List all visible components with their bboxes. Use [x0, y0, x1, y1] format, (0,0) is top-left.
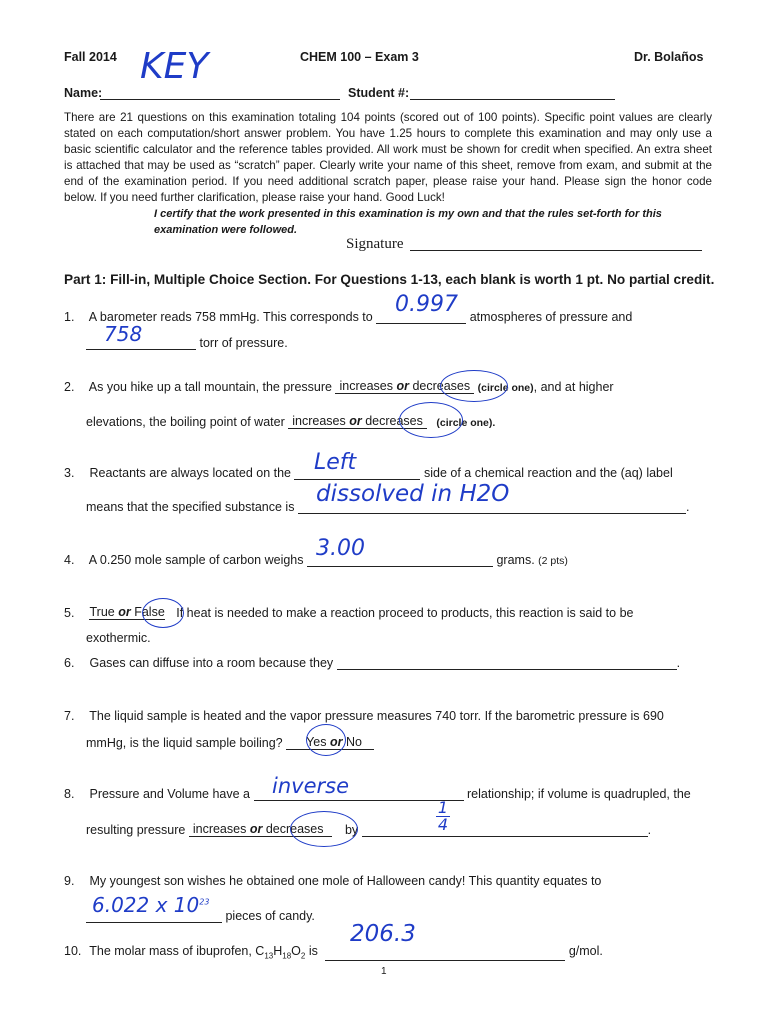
question-5: 5. True or False If heat is needed to make a reaction proceed to products, this reaction is said to be	[64, 605, 634, 620]
question-8-line2: resulting pressure increases or decreases by .	[86, 822, 652, 837]
term: Fall 2014	[64, 50, 117, 64]
question-2: 2. As you hike up a tall mountain, the pressure increases or decreases (circle one), and at higher	[64, 379, 614, 394]
signature-line	[410, 250, 702, 251]
name-label: Name:	[64, 86, 103, 100]
q2-circle-decreases-1	[440, 370, 508, 402]
q8-answer-fraction: 1 4	[437, 798, 449, 834]
question-1: 1. A barometer reads 758 mmHg. This corresponds to atmospheres of pressure and	[64, 310, 633, 324]
question-7-line2: mmHg, is the liquid sample boiling? Yes or No	[86, 735, 374, 750]
q8-answer-relationship: inverse	[272, 774, 349, 798]
q10-answer-molar-mass: 206.3	[350, 921, 416, 947]
question-7: 7. The liquid sample is heated and the vapor pressure measures 740 torr. If the barometric pressure is 690	[64, 709, 664, 723]
name-handwritten: KEY	[140, 46, 209, 87]
q8-circle-decreases	[290, 811, 358, 847]
question-3-line2: means that the specified substance is .	[86, 500, 690, 514]
instructor: Dr. Bolaños	[634, 50, 704, 64]
name-line	[100, 99, 340, 100]
signature-label: Signature	[346, 236, 404, 252]
q1-answer-atm: 0.997	[395, 292, 458, 317]
q7-circle-yes	[306, 724, 346, 756]
q5-circle-false	[142, 598, 184, 628]
question-2-line2: elevations, the boiling point of water increases or decreases (circle one).	[86, 414, 496, 429]
question-9-line2: pieces of candy.	[86, 909, 315, 923]
question-4: 4. A 0.250 mole sample of carbon weighs grams. (2 pts)	[64, 553, 568, 567]
q2-circle-decreases-2	[399, 402, 463, 438]
q3-answer-side: Left	[314, 450, 357, 475]
student-number-label: Student #:	[348, 86, 410, 100]
certify-statement: I certify that the work presented in this examination is my own and that the rules set-forth for this examination were followed.	[154, 208, 662, 236]
q3-answer-dissolved: dissolved in H2O	[316, 481, 510, 507]
question-9: 9. My youngest son wishes he obtained one mole of Halloween candy! This quantity equates to	[64, 874, 602, 888]
instructions: There are 21 questions on this examination totaling 104 points (scored out of 100 points). Specific point values are clearly stated on each computation/short answer problem. You have 1.25 hours to complete this examination and may only use a basic scientific calculator and the reference tables provided. All work must be shown for credit when specified. An extra sheet is attached that may be used as “scratch” paper. Clearly write your name of this sheet, remove from exam, and submit at the end of the examination period. If you need additional scratch paper, please raise your hand. Please sign the honor code below. If you need further clarification, please raise your hand. Good Luck!	[64, 111, 712, 204]
question-6: 6. Gases can diffuse into a room because they .	[64, 656, 681, 670]
page-number: 1	[381, 966, 387, 977]
question-5-line2: exothermic.	[86, 631, 151, 645]
question-10: 10. The molar mass of ibuprofen, $C_{13}H_{18}O_2$ is g/mol.	[64, 944, 603, 961]
question-1-line2: torr of pressure.	[86, 336, 288, 350]
course-title: CHEM 100 – Exam 3	[300, 50, 419, 64]
question-8: 8. Pressure and Volume have a relationship; if volume is quadrupled, the	[64, 787, 691, 801]
q9-answer-avogadro: 6.022 x $10^{23}$	[92, 893, 210, 917]
part1-heading: Part 1: Fill-in, Multiple Choice Section. For Questions 1-13, each blank is worth 1 pt. No partial credit.	[64, 272, 715, 287]
student-number-line	[410, 99, 615, 100]
q1-answer-torr: 758	[104, 322, 143, 346]
question-3: 3. Reactants are always located on the side of a chemical reaction and the (aq) label	[64, 466, 673, 480]
q4-answer-grams: 3.00	[316, 536, 365, 561]
